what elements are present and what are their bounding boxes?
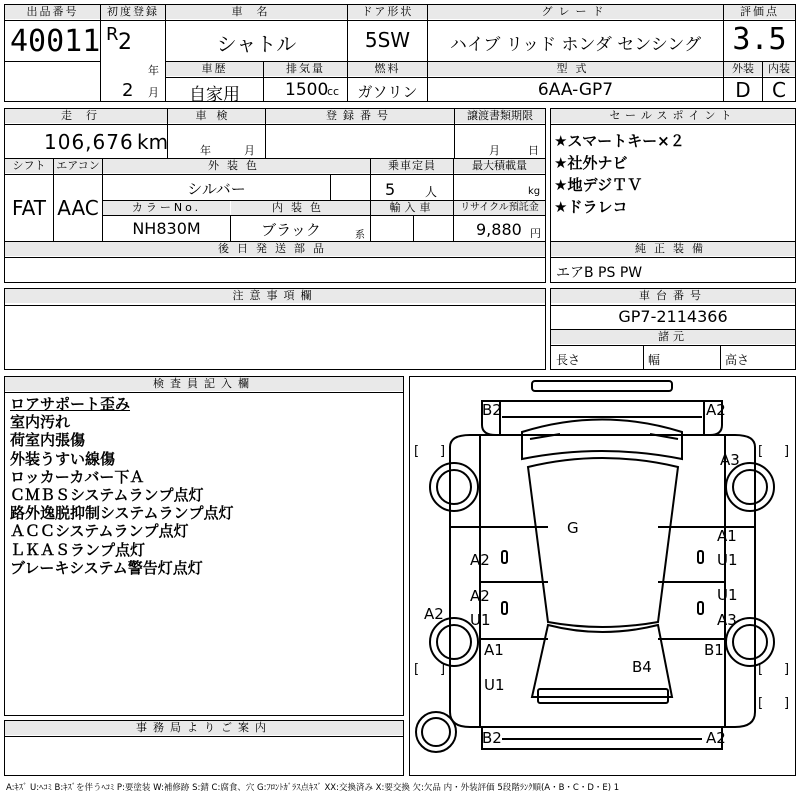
equipment-value: エアB PS PW	[556, 265, 643, 281]
damage-mark: B4	[632, 658, 652, 676]
sales-item: ★ドラレコ	[554, 198, 628, 216]
displacement: 1500	[285, 80, 329, 100]
recycle-unit: 円	[530, 227, 541, 240]
svg-text:]: ]	[440, 662, 446, 677]
svg-text:[: [	[758, 696, 764, 711]
inspector-line: ブレーキシステム警告灯点灯	[10, 558, 203, 577]
damage-mark: A2	[706, 401, 726, 419]
damage-mark: A2	[706, 729, 726, 747]
svg-text:]: ]	[440, 444, 446, 459]
damage-mark: U1	[717, 586, 738, 604]
shift-label: シフト	[5, 159, 53, 173]
damage-mark: U1	[470, 611, 491, 629]
transfer-label: 譲渡書類期限	[455, 109, 545, 123]
mileage-label: 走行	[5, 109, 167, 123]
month-unit: 月	[148, 86, 159, 99]
shift: FAT	[11, 196, 46, 220]
int-color-label: 内装色	[231, 201, 370, 215]
inspection-month-unit: 月	[244, 144, 255, 157]
lot-no-label: 出品番号	[5, 5, 100, 19]
svg-text:]: ]	[784, 444, 790, 459]
load-label: 最大積載量	[454, 159, 545, 173]
mileage-unit: km	[137, 130, 169, 154]
equipment-label: 純正装備	[551, 242, 795, 256]
int-grade: C	[772, 78, 786, 102]
svg-text:]: ]	[784, 662, 790, 677]
inspector-lines	[10, 395, 234, 577]
model: 6AA-GP7	[537, 80, 614, 100]
ext-grade: D	[735, 78, 751, 102]
ac-label: エアコン	[54, 159, 102, 173]
reg-month: 2	[122, 80, 134, 101]
reg-year: 2	[118, 30, 132, 55]
inspector-line: ロアサポート歪み	[10, 395, 131, 413]
ext-grade-label: 外装	[724, 62, 762, 76]
int-grade-label: 内装	[763, 62, 795, 76]
transfer-month: 月	[489, 144, 500, 157]
year-unit: 年	[148, 64, 159, 77]
score: 3.5	[732, 22, 787, 57]
inspector-line: ロッカーカバー下Ａ	[10, 467, 145, 486]
car-name: シャトル	[216, 32, 297, 56]
dims-height: 高さ	[725, 353, 750, 367]
grade-label: グレード	[428, 5, 723, 19]
later-parts-label: 後日発送部品	[5, 242, 545, 256]
sales-item: ★社外ナビ	[554, 154, 628, 172]
damage-mark: B1	[704, 641, 724, 659]
int-color-suffix: 系	[355, 230, 365, 241]
import-label: 輸入車	[371, 201, 453, 215]
inspector-line: ＣＭＢＳシステムランプ点灯	[10, 486, 204, 505]
inspection-year-unit: 年	[200, 144, 211, 157]
dims-width: 幅	[648, 353, 661, 367]
chassis-number: GP7-2114366	[618, 307, 728, 326]
damage-mark: A1	[484, 641, 504, 659]
ext-color-label: 外装色	[103, 159, 370, 173]
damage-mark: A3	[720, 451, 740, 469]
history-label: 車歴	[166, 62, 263, 76]
svg-text:[: [	[414, 444, 420, 459]
era: R	[106, 24, 119, 45]
inspector-line: 室内汚れ	[10, 413, 71, 432]
score-label: 評価点	[724, 5, 795, 19]
damage-mark: G	[567, 519, 579, 537]
transfer-day: 日	[528, 144, 539, 157]
inspector-line: 路外逸脱抑制システムランプ点灯	[10, 504, 234, 523]
damage-mark: A1	[717, 527, 737, 545]
capacity-unit: 人	[425, 185, 438, 199]
damage-mark: B2	[482, 729, 502, 747]
sales-item: ★地デジＴＶ	[554, 176, 643, 194]
history: 自家用	[189, 85, 240, 105]
displacement-unit: cc	[327, 85, 340, 98]
capacity-label: 乗車定員	[371, 159, 453, 173]
notes-label: 注意事項欄	[5, 289, 545, 303]
inspector-line: 外装うすい線傷	[10, 449, 116, 468]
svg-text:[: [	[758, 662, 764, 677]
reg-no-label: 登録番号	[266, 109, 454, 123]
damage-mark: B2	[482, 401, 502, 419]
svg-text:]: ]	[784, 696, 790, 711]
first-reg-label: 初度登録	[101, 5, 165, 19]
capacity: 5	[385, 180, 396, 199]
displacement-label: 排気量	[264, 62, 347, 76]
svg-text:[: [	[758, 444, 764, 459]
sales-point-label: セールスポイント	[551, 109, 795, 123]
inspector-label: 検査員記入欄	[5, 377, 403, 391]
ac: AAC	[57, 196, 99, 220]
damage-mark: A2	[424, 605, 444, 623]
car-name-label: 車名	[166, 5, 347, 19]
color-no-label: カラーNo.	[103, 201, 230, 215]
inspector-line: ＡＣＣシステムランプ点灯	[10, 522, 189, 541]
damage-mark: A3	[717, 611, 737, 629]
damage-diagram	[409, 376, 796, 776]
damage-mark: U1	[484, 676, 505, 694]
recycle-label: リサイクル預託金	[454, 201, 545, 215]
grade: ハイブ リッド ホンダ センシング	[449, 35, 702, 55]
inspection-label: 車検	[168, 109, 265, 123]
damage-mark: A2	[470, 587, 490, 605]
inspector-line: ＬＫＡＳランプ点灯	[10, 540, 146, 559]
inspector-line: 荷室内張傷	[10, 431, 86, 450]
dims-label: 諸元	[551, 330, 795, 344]
dims-length: 長さ	[556, 353, 581, 367]
chassis-label: 車台番号	[551, 289, 795, 303]
car-diagram-svg	[410, 377, 795, 775]
load-unit: kg	[528, 186, 541, 197]
int-color: ブラック	[261, 221, 321, 239]
mileage: 106,676	[44, 130, 134, 154]
svg-text:[: [	[414, 662, 420, 677]
footer-legend: A:ｷｽﾞ U:ﾍｺﾐ B:ｷｽﾞを伴うﾍｺﾐ P:要塗装 W:補修跡 S:錆 C:腐食、穴 G:ﾌﾛﾝﾄｶﾞﾗｽ点ｷｽﾞ XX:交換済み X:要交換 欠:欠品 内・外装評価 5段階ﾗﾝｸ順(A・B・C・D・E) 1	[6, 783, 620, 793]
ext-color: シルバー	[187, 180, 246, 198]
damage-mark: A2	[470, 551, 490, 569]
recycle-fee: 9,880	[476, 220, 522, 239]
model-label: 型式	[428, 62, 723, 76]
door-type: 5SW	[364, 28, 411, 52]
color-no: NH830M	[132, 219, 201, 238]
damage-mark: U1	[717, 551, 738, 569]
door-label: ドア形状	[348, 5, 427, 19]
fuel-label: 燃料	[348, 62, 427, 76]
lot-number: 40011	[10, 24, 101, 59]
fuel: ガソリン	[357, 83, 418, 101]
sales-item: ★スマートキー×２	[554, 132, 685, 150]
office-label: 事務局よりご案内	[5, 721, 403, 735]
